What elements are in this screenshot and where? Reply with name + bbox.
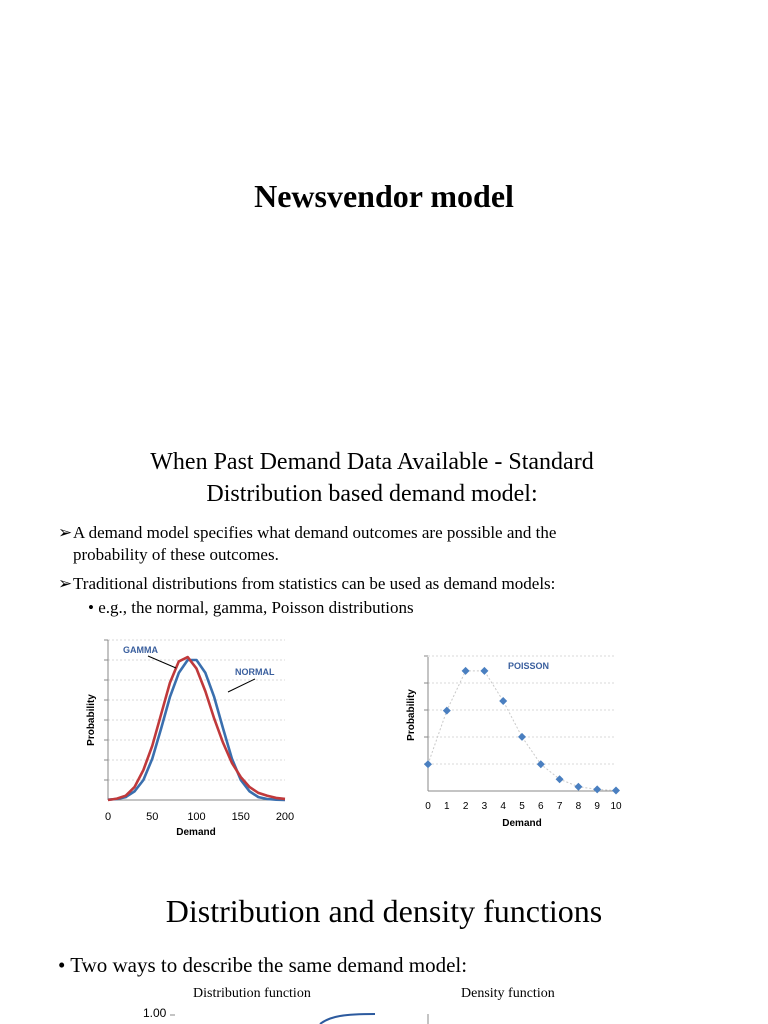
poisson-point [574,783,582,791]
sub-bullet-text: e.g., the normal, gamma, Poisson distributions [98,598,414,617]
x-tick-label: 150 [231,811,250,823]
bullet-3 [58,953,467,978]
section-title: Distribution and density functions [165,893,603,929]
x-tick-label: 0 [425,801,431,812]
arrow-bullet-icon: ➢ [58,523,73,542]
bullet-1-line-2: probability of these outcomes. [73,545,279,564]
y-axis-label: Probability [86,694,97,746]
poisson-point [593,785,601,793]
poisson-point [518,733,526,741]
dist-y-tick: 1.00 [143,1006,167,1020]
x-tick-label: 100 [187,811,206,823]
caption-density: Density function [461,986,555,1001]
legend-gamma: GAMMA [123,645,158,655]
gamma-pointer [148,656,176,668]
normal-pointer [228,679,255,692]
x-tick-label: 8 [575,801,582,812]
bullet-2 [58,573,680,594]
gamma-normal-chart [80,630,310,845]
bullet-1-line-1 [58,522,680,543]
legend-normal: NORMAL [235,667,275,677]
density-function-chart [425,1014,435,1024]
poisson-chart [400,645,630,835]
x-tick-label: 200 [275,811,295,823]
dot-bullet-icon: • [88,598,94,617]
distribution-function-chart [170,1010,390,1024]
x-tick-label: 50 [146,811,159,823]
series-line-normal [108,660,285,800]
heading-line-2: Distribution based demand model: [206,481,538,507]
caption-distribution: Distribution function [193,986,311,1001]
sub-bullet [88,598,414,618]
x-tick-label: 6 [538,801,544,812]
x-tick-label: 9 [594,801,600,812]
poisson-connector [428,671,616,791]
poisson-point [612,786,620,794]
cdf-curve [320,1014,375,1024]
y-axis-label: Probability [406,689,417,741]
x-tick-label: 3 [481,801,488,812]
series-line-gamma [108,657,285,800]
slide-title: Newsvendor model [254,178,514,214]
x-tick-label: 2 [462,801,469,812]
poisson-point [462,667,470,675]
poisson-point [480,667,488,675]
poisson-point [443,707,451,715]
poisson-point [424,760,432,768]
x-tick-label: 5 [519,801,525,812]
heading-line-1: When Past Demand Data Available - Standard [150,449,594,475]
x-tick-label: 1 [444,801,450,812]
x-tick-label: 10 [610,801,622,812]
bullet-2-text: Traditional distributions from statistics can be used as demand models: [73,574,556,593]
bullet-1-text: A demand model specifies what demand outcomes are possible and the [73,523,557,542]
x-axis-label: Demand [502,818,542,829]
x-tick-label: 7 [556,801,563,812]
arrow-bullet-icon: ➢ [58,574,73,593]
legend-poisson: POISSON [508,661,550,671]
section-heading [60,446,684,510]
x-axis-label: Demand [176,827,216,838]
x-tick-label: 0 [104,811,112,823]
dot-bullet-icon: • [58,953,66,977]
bullet-3-text: Two ways to describe the same demand model: [70,953,468,977]
poisson-point [499,697,507,705]
x-tick-label: 4 [500,801,506,812]
